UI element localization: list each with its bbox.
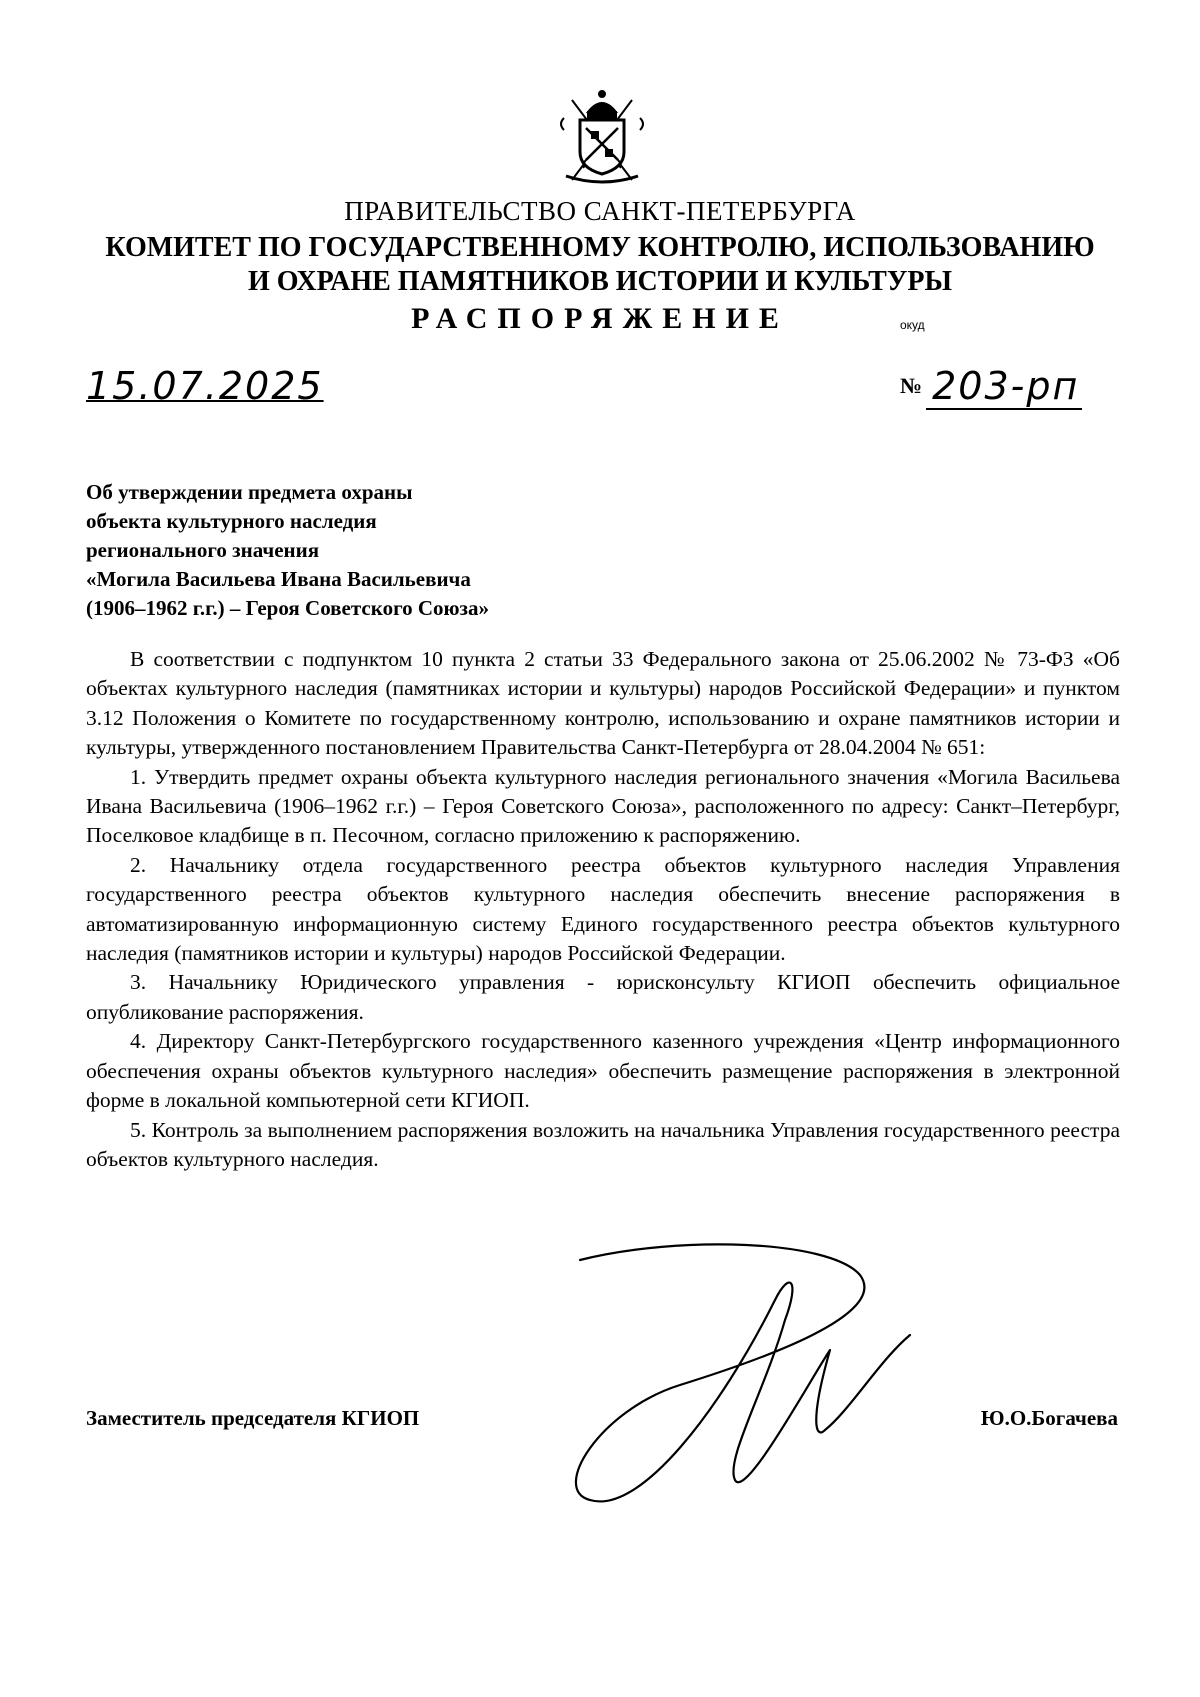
number-label: № — [900, 373, 923, 398]
document-body — [86, 645, 1120, 1174]
document-subject — [86, 478, 786, 623]
signatory-position: Заместитель председателя КГИОП — [86, 1406, 420, 1430]
handwritten-signature-icon — [560, 1240, 930, 1510]
committee-title-line2: И ОХРАНЕ ПАМЯТНИКОВ ИСТОРИИ И КУЛЬТУРЫ — [248, 266, 952, 297]
subject-line: (1906–1962 г.г.) – Героя Советского Союза» — [86, 596, 489, 620]
government-title: ПРАВИТЕЛЬСТВО САНКТ-ПЕТЕРБУРГА — [344, 196, 856, 226]
subject-line: «Могила Васильева Ивана Васильевича — [86, 567, 471, 591]
subject-line: объекта культурного наследия — [86, 509, 377, 533]
okud-label: окуд — [900, 318, 925, 332]
clause-4: 4. Директору Санкт-Петербургского государственного казенного учреждения «Центр информационного обеспечения охраны объектов культурного наследия» обеспечить размещение распоряжения в электронной форме в локальной компьютерной сети КГИОП. — [86, 1029, 1120, 1113]
document-number-block — [900, 364, 1082, 410]
subject-line: Об утверждении предмета охраны — [86, 480, 413, 504]
subject-line: регионального значения — [86, 538, 320, 562]
saint-petersburg-coat-of-arms-icon — [556, 88, 648, 188]
clause-5: 5. Контроль за выполнением распоряжения возложить на начальника Управления государственного реестра объектов культурного наследия. — [86, 1117, 1120, 1171]
document-date: 15.07.2025 — [86, 364, 324, 408]
signatory-name: Ю.О.Богачева — [980, 1406, 1118, 1430]
document-number: 203-рп — [926, 364, 1082, 410]
committee-title-line1: КОМИТЕТ ПО ГОСУДАРСТВЕННОМУ КОНТРОЛЮ, ИСПОЛЬЗОВАНИЮ — [105, 232, 1095, 263]
document-type-title: РАСПОРЯЖЕНИЕ — [411, 302, 789, 335]
preamble-paragraph: В соответствии с подпунктом 10 пункта 2 статьи 33 Федерального закона от 25.06.2002 № 73-ФЗ «Об объектах культурного наследия (памятниках истории и культуры) народов Российской Федерации» и пунктом 3.12 Положения о Комитете по государственному контролю, использованию и охране памятников истории и культуры, утвержденного постановлением Правительства Санкт-Петербурга от 28.04.2004 № 651: — [86, 647, 1120, 760]
clause-3: 3. Начальнику Юридического управления - юрисконсульту КГИОП обеспечить официальное опубликование распоряжения. — [86, 970, 1120, 1024]
clause-2: 2. Начальнику отдела государственного реестра объектов культурного наследия Управления государственного реестра объектов культурного наследия обеспечить внесение распоряжения в автоматизированную информационную систему Единого государственного реестра объектов культурного наследия (памятников истории и культуры) народов Российской Федерации. — [86, 852, 1120, 966]
clause-1: 1. Утвердить предмет охраны объекта культурного наследия регионального значения «Могила Васильева Ивана Васильевича (1906–1962 г.г.) – Героя Советского Союза», расположенного по адресу: Санкт–Петербург, Поселковое кладбище в п. Песочном, согласно приложению к распоряжению. — [86, 764, 1120, 848]
